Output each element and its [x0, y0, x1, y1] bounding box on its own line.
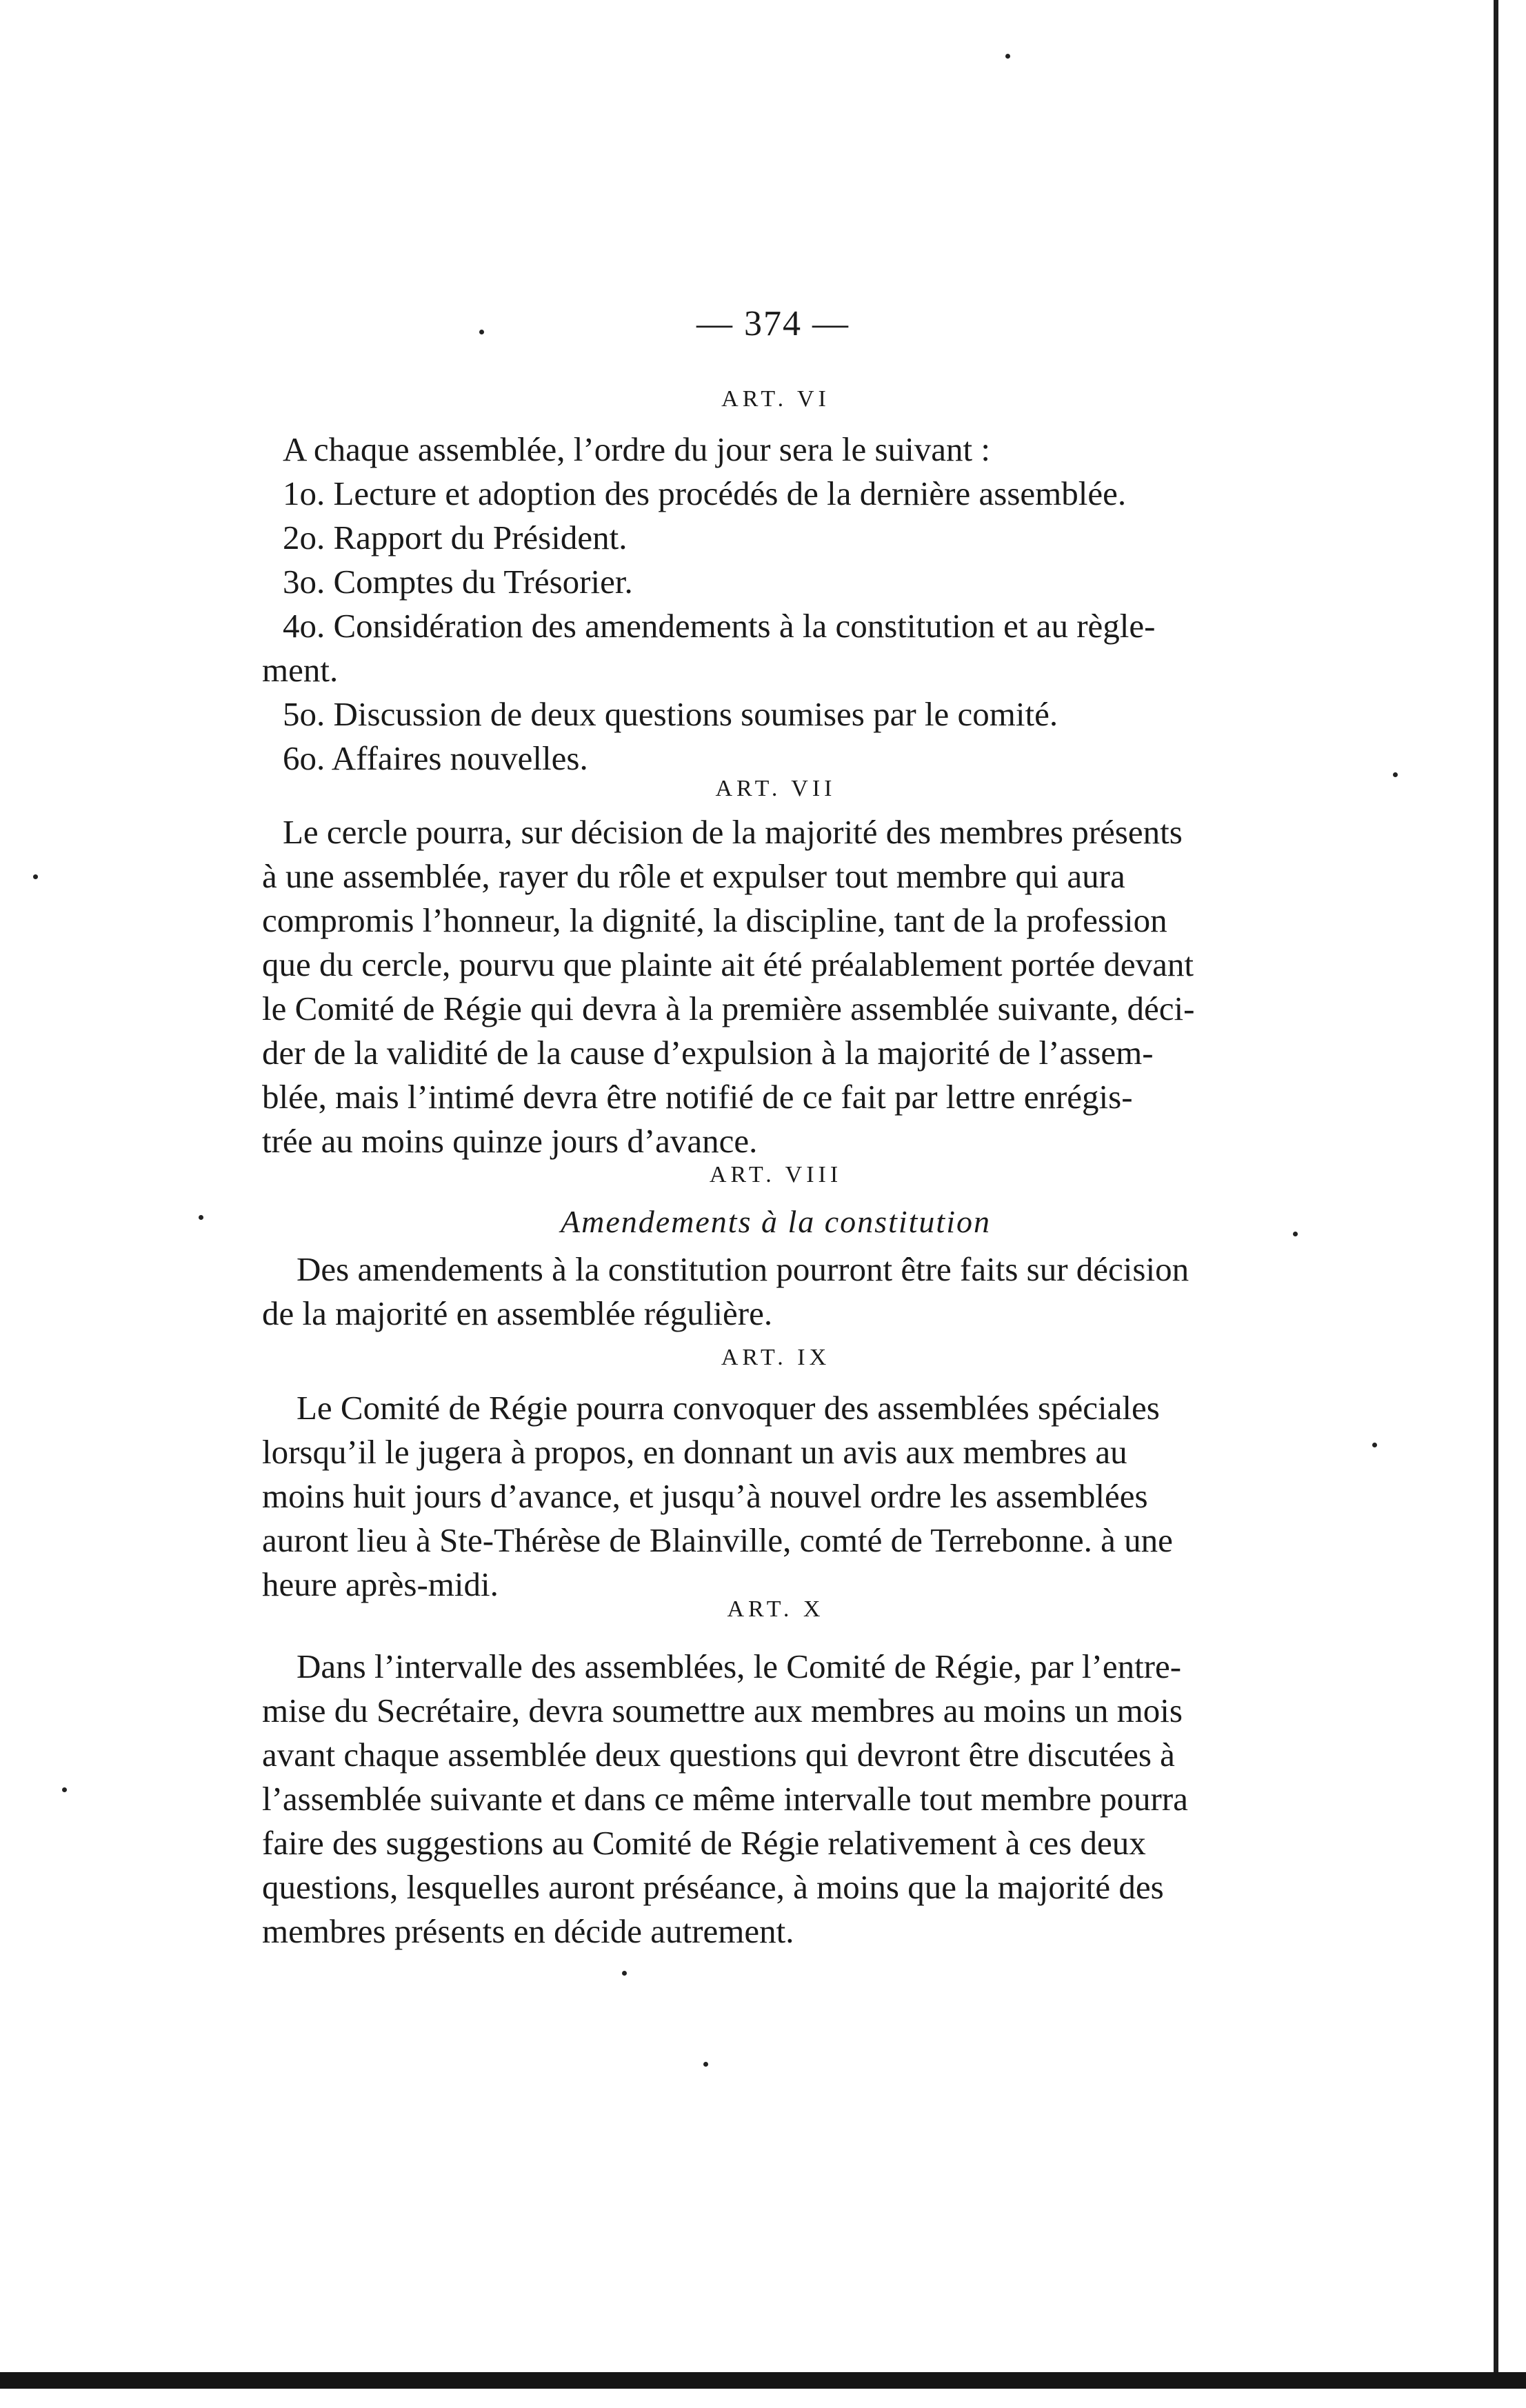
article-line: heure après-midi.	[262, 1565, 499, 1603]
article-line: 3o. Comptes du Trésorier.	[283, 563, 633, 601]
article-line: 5o. Discussion de deux questions soumises par le comité.	[283, 695, 1058, 733]
article-9	[262, 1345, 1289, 1607]
page-number: — 374 —	[696, 304, 850, 343]
article-line: A chaque assemblée, l’ordre du jour sera le suivant :	[283, 430, 990, 468]
article-line: Des amendements à la constitution pourront être faits sur décision	[297, 1250, 1189, 1288]
article-line: questions, lesquelles auront préséance, à moins que la majorité des	[262, 1868, 1164, 1906]
article-line: auront lieu à Ste-Thérèse de Blainville, comté de Terrebonne. à une	[262, 1521, 1173, 1559]
scan-speck	[62, 1787, 67, 1792]
article-10	[262, 1596, 1289, 1954]
article-line: der de la validité de la cause d’expulsion à la majorité de l’assem-	[262, 1034, 1154, 1072]
scan-speck	[33, 874, 38, 879]
article-line: ment.	[262, 651, 339, 689]
scan-speck	[703, 2062, 708, 2067]
article-heading: ART. VIII	[709, 1162, 843, 1187]
article-line: lorsqu’il le jugera à propos, en donnant un avis aux membres au	[262, 1433, 1127, 1471]
article-6	[262, 386, 1289, 781]
article-line: compromis l’honneur, la dignité, la discipline, tant de la profession	[262, 901, 1167, 939]
scan-speck	[1393, 772, 1398, 777]
article-line: le Comité de Régie qui devra à la première assemblée suivante, déci-	[262, 990, 1195, 1027]
article-heading: ART. VII	[715, 776, 836, 801]
article-heading: ART. X	[727, 1596, 825, 1622]
article-subtitle: Amendements à la constitution	[561, 1204, 991, 1239]
article-line: 6o. Affaires nouvelles.	[283, 739, 588, 777]
article-line: membres présents en décide autrement.	[262, 1912, 794, 1950]
article-line: mise du Secrétaire, devra soumettre aux membres au moins un mois	[262, 1692, 1183, 1729]
scan-speck	[199, 1215, 203, 1220]
article-line: que du cercle, pourvu que plainte ait été préalablement portée devant	[262, 945, 1194, 983]
article-line: de la majorité en assemblée régulière.	[262, 1294, 773, 1332]
article-line: 2o. Rapport du Président.	[283, 519, 628, 556]
scan-edge-right	[1494, 0, 1498, 2372]
article-line: à une assemblée, rayer du rôle et expulser tout membre qui aura	[262, 857, 1125, 895]
article-line: avant chaque assemblée deux questions qui devront être discutées à	[262, 1736, 1175, 1774]
article-line: blée, mais l’intimé devra être notifié de ce fait par lettre enrégis-	[262, 1078, 1133, 1116]
scan-speck	[622, 1971, 627, 1976]
article-heading: ART. VI	[721, 386, 830, 412]
article-line: l’assemblée suivante et dans ce même intervalle tout membre pourra	[262, 1780, 1188, 1818]
scan-speck	[1005, 54, 1010, 59]
article-line: Dans l’intervalle des assemblées, le Comité de Régie, par l’entre-	[297, 1647, 1182, 1685]
article-line: 4o. Considération des amendements à la constitution et au règle-	[283, 607, 1156, 645]
article-line: Le cercle pourra, sur décision de la majorité des membres présents	[283, 813, 1183, 851]
scan-edge-bottom	[0, 2372, 1526, 2389]
article-heading: ART. IX	[721, 1345, 831, 1370]
scan-speck	[1372, 1443, 1377, 1447]
scan-speck	[1293, 1232, 1298, 1236]
article-7	[262, 776, 1289, 1163]
article-8	[262, 1162, 1289, 1336]
scan-speck	[479, 330, 484, 334]
article-line: trée au moins quinze jours d’avance.	[262, 1122, 758, 1160]
article-line: moins huit jours d’avance, et jusqu’à nouvel ordre les assemblées	[262, 1477, 1148, 1515]
article-line: 1o. Lecture et adoption des procédés de la dernière assemblée.	[283, 474, 1127, 512]
article-line: Le Comité de Régie pourra convoquer des assemblées spéciales	[297, 1389, 1160, 1427]
article-line: faire des suggestions au Comité de Régie relativement à ces deux	[262, 1824, 1146, 1862]
